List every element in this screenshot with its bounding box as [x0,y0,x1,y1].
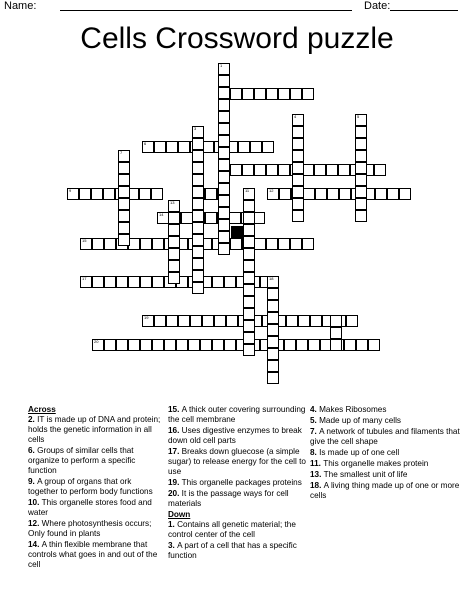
grid-cell[interactable] [118,222,130,234]
grid-cell[interactable] [168,248,180,260]
clue-number: 15 [82,238,87,243]
clue-text: Contains all genetic material; the control center of the cell [168,520,296,539]
grid-cell[interactable] [243,200,255,212]
clues-column-1 [28,405,162,571]
grid-cell[interactable] [192,258,204,270]
grid-cell[interactable] [338,164,350,176]
clue-number: 19 [144,315,149,320]
grid-cell[interactable] [192,210,204,222]
clue-number: 13. [310,470,324,479]
grid-cell[interactable] [166,141,178,153]
page-title: Cells Crossword puzzle [80,22,394,55]
clue-text: This organelle stores food and water [28,498,152,517]
grid-cell[interactable] [303,188,315,200]
grid-cell[interactable] [218,135,230,147]
grid-cell[interactable] [192,282,204,294]
grid-cell[interactable] [168,236,180,248]
clue-number: 12. [28,519,42,528]
grid-cell[interactable] [218,243,230,255]
clue-number: 17. [168,447,182,456]
clue-number: 20 [94,339,99,344]
clues-column-3 [310,405,460,502]
grid-cell[interactable] [104,238,116,250]
grid-cell[interactable] [243,284,255,296]
grid-cell[interactable] [243,224,255,236]
grid-cell[interactable] [243,248,255,260]
grid-cell[interactable] [278,164,290,176]
grid-cell[interactable] [218,195,230,207]
clue-item [310,459,460,469]
grid-cell[interactable] [375,188,387,200]
grid-cell[interactable] [355,186,367,198]
grid-cell[interactable] [290,238,302,250]
grid-cell[interactable] [284,339,296,351]
grid-cell[interactable] [243,332,255,344]
clue-text: Uses digestive enzymes to break down old cell parts [168,426,302,445]
clue-number: 3. [168,541,178,550]
clue-item [168,489,308,509]
grid-cell[interactable] [374,164,386,176]
clue-item [310,448,460,458]
grid-cell[interactable] [292,162,304,174]
grid-cell[interactable] [243,308,255,320]
clue-number: 9. [28,477,38,486]
grid-cell[interactable] [164,339,176,351]
grid-cell[interactable] [176,339,188,351]
grid-cell[interactable] [243,296,255,308]
grid-cell[interactable] [151,188,163,200]
grid-cell[interactable] [290,88,302,100]
grid-cell[interactable] [168,272,180,284]
grid-cell[interactable] [310,315,322,327]
clue-item [168,405,308,425]
grid-cell[interactable] [243,236,255,248]
grid-cell[interactable] [330,315,342,327]
grid-cell[interactable] [368,339,380,351]
grid-cell[interactable] [91,188,103,200]
grid-cell[interactable] [205,212,217,224]
grid-cell[interactable] [242,88,254,100]
grid-cell[interactable] [262,141,274,153]
clue-text: Is made up of one cell [319,448,400,457]
clue-number: 5. [310,416,320,425]
clue-number: 8. [310,448,320,457]
grid-cell[interactable] [229,212,241,224]
grid-cell[interactable] [118,198,130,210]
name-label: Name: [4,0,37,12]
grid-cell[interactable] [308,339,320,351]
grid-cell[interactable] [92,339,104,351]
clue-text: A group of organs that ork together to perform body functions [28,477,153,496]
grid-cell[interactable] [92,276,104,288]
grid-cell[interactable] [205,188,217,200]
grid-cell[interactable] [296,339,308,351]
grid-cell[interactable] [218,207,230,219]
grid-cell[interactable] [128,339,140,351]
grid-cell[interactable] [178,315,190,327]
grid-cell[interactable] [168,212,180,224]
grid-cell[interactable] [118,174,130,186]
grid-cell[interactable] [355,138,367,150]
grid-cell[interactable] [387,188,399,200]
grid-cell[interactable] [118,210,130,222]
grid-cell[interactable] [212,339,224,351]
clue-number: 11. [310,459,324,468]
grid-cell[interactable] [104,276,116,288]
grid-cell[interactable] [399,188,411,200]
clue-text: Breaks down gluecose (a simple sugar) to release energy for the cell to use [168,447,306,476]
grid-cell[interactable] [292,126,304,138]
grid-cell[interactable] [116,276,128,288]
grid-cell[interactable] [178,141,190,153]
clue-text: Made up of many cells [319,416,402,425]
grid-cell[interactable] [190,315,202,327]
grid-cell[interactable] [254,164,266,176]
clue-number: 14. [28,540,42,549]
grid-cell[interactable] [267,312,279,324]
grid-cell[interactable] [118,150,130,162]
grid-cell[interactable] [218,159,230,171]
grid-cell[interactable] [355,150,367,162]
clue-item [28,477,162,497]
grid-cell[interactable] [218,147,230,159]
clue-text: Where photosynthesis occurs; Only found in plants [28,519,152,538]
grid-cell[interactable] [200,339,212,351]
clue-number: 20. [168,489,182,498]
grid-cell[interactable] [356,339,368,351]
grid-cell[interactable] [218,123,230,135]
grid-cell[interactable] [346,315,358,327]
grid-cell[interactable] [154,141,166,153]
clue-number: 15. [168,405,182,414]
grid-cell[interactable] [192,138,204,150]
grid-cell[interactable] [218,183,230,195]
clue-number: 19. [168,478,182,487]
clue-item [28,446,162,476]
grid-cell[interactable] [254,238,266,250]
clue-item [168,478,308,488]
clue-text: IT is made up of DNA and protein; holds the genetic information in all cells [28,415,161,444]
grid-cell[interactable] [298,315,310,327]
grid-cell[interactable] [92,238,104,250]
grid-cell[interactable] [230,164,242,176]
grid-cell[interactable] [266,88,278,100]
grid-cell[interactable] [224,339,236,351]
grid-cell[interactable] [192,126,204,138]
grid-cell[interactable] [218,63,230,75]
grid-cell[interactable] [267,372,279,384]
grid-cell[interactable] [142,141,154,153]
clue-text: Groups of similar cells that organize to perform a specific function [28,446,136,475]
grid-cell[interactable] [344,339,356,351]
grid-cell[interactable] [168,224,180,236]
grid-cell[interactable] [243,272,255,284]
grid-cell[interactable] [230,238,242,250]
grid-cell[interactable] [286,315,298,327]
clue-number: 12 [269,188,274,193]
grid-cell[interactable] [355,174,367,186]
grid-cell[interactable] [292,210,304,222]
grid-cell[interactable] [214,315,226,327]
grid-cell[interactable] [192,174,204,186]
clue-number: 16. [168,426,182,435]
grid-cell[interactable] [242,164,254,176]
clue-number: 4. [310,405,320,414]
grid-cell[interactable] [218,171,230,183]
clue-item [168,520,308,540]
clue-text: This organelle makes protein [323,459,429,468]
grid-cell[interactable] [80,276,92,288]
clue-number: 14 [159,212,164,217]
grid-cell[interactable] [267,300,279,312]
grid-cell[interactable] [279,188,291,200]
grid-cell[interactable] [278,88,290,100]
clue-number: 10. [28,498,42,507]
grid-cell[interactable] [188,339,200,351]
clue-number: 17 [82,276,87,281]
grid-cell[interactable] [192,234,204,246]
grid-cell[interactable] [116,339,128,351]
grid-cell[interactable] [327,188,339,200]
grid-cell[interactable] [267,288,279,300]
grid-cell[interactable] [355,162,367,174]
grid-cell[interactable] [339,188,351,200]
grid-cell[interactable] [314,164,326,176]
clue-number: 6. [28,446,38,455]
grid-cell[interactable] [292,114,304,126]
grid-cell[interactable] [267,348,279,360]
grid-cell[interactable] [152,238,164,250]
grid-cell[interactable] [168,200,180,212]
grid-cell[interactable] [267,336,279,348]
grid-cell[interactable] [355,114,367,126]
grid-cell[interactable] [142,315,154,327]
clue-item [168,447,308,477]
grid-cell[interactable] [103,188,115,200]
grid-cell[interactable] [154,315,166,327]
grid-cell[interactable] [266,238,278,250]
grid-cell[interactable] [267,360,279,372]
grid-cell[interactable] [238,141,250,153]
clue-text: Makes Ribosomes [319,405,387,414]
clue-text: A part of a cell that has a specific function [168,541,297,560]
grid-cell[interactable] [355,198,367,210]
clue-text: A network of tubules and filaments that give the cell shape [310,427,460,446]
clue-number: 3 [194,126,197,131]
clue-text: A living thing made up of one or more cells [310,481,460,500]
grid-cell[interactable] [243,320,255,332]
grid-cell[interactable] [192,222,204,234]
grid-cell[interactable] [292,150,304,162]
clues-column-2 [168,405,308,562]
grid-cell[interactable] [355,126,367,138]
grid-cell[interactable] [166,315,178,327]
grid-cell[interactable] [226,315,238,327]
grid-cell[interactable] [192,246,204,258]
grid-cell[interactable] [243,188,255,200]
grid-cell[interactable] [330,327,342,339]
clue-item [168,541,308,561]
down-heading: Down [168,510,191,519]
clue-item [28,498,162,518]
grid-cell[interactable] [315,188,327,200]
grid-cell[interactable] [243,260,255,272]
grid-cell[interactable] [218,75,230,87]
clue-number: 13 [170,200,175,205]
clue-text: The smallest unit of life [323,470,408,479]
grid-cell[interactable] [192,162,204,174]
grid-cell[interactable] [118,234,130,246]
grid-cell[interactable] [266,164,278,176]
date-label: Date: [364,0,391,12]
grid-cell[interactable] [292,198,304,210]
grid-cell[interactable] [218,99,230,111]
clue-number: 5 [357,114,360,119]
grid-cell[interactable] [212,276,224,288]
clue-text: A thin flexible membrane that controls what goes in and out of the cell [28,540,158,569]
grid-cell[interactable] [243,344,255,356]
clue-item [28,519,162,539]
grid-cell[interactable] [302,88,314,100]
grid-cell[interactable] [218,87,230,99]
clue-number: 2. [28,415,38,424]
grid-cell[interactable] [254,88,266,100]
clue-number: 4 [294,114,297,119]
grid-cell[interactable] [218,111,230,123]
grid-cell[interactable] [152,276,164,288]
clue-item [310,481,460,501]
grid-cell[interactable] [139,188,151,200]
grid-cell[interactable] [168,260,180,272]
black-square [231,226,243,238]
grid-cell[interactable] [192,186,204,198]
grid-cell[interactable] [302,238,314,250]
clue-text: A thick outer covering surrounding the cell membrane [168,405,306,424]
grid-cell[interactable] [355,210,367,222]
clue-item [310,416,460,426]
grid-cell[interactable] [152,339,164,351]
grid-cell[interactable] [218,219,230,231]
grid-cell[interactable] [118,162,130,174]
grid-cell[interactable] [292,186,304,198]
clue-item [28,415,162,445]
grid-cell[interactable] [192,270,204,282]
grid-cell[interactable] [326,164,338,176]
clue-number: 7 [120,150,123,155]
grid-cell[interactable] [292,138,304,150]
grid-cell[interactable] [104,339,116,351]
clue-text: It is the passage ways for cell materials [168,489,289,508]
grid-cell[interactable] [140,339,152,351]
grid-cell[interactable] [267,276,279,288]
clue-item [28,540,162,570]
grid-cell[interactable] [230,88,242,100]
grid-cell[interactable] [80,238,92,250]
grid-cell[interactable] [202,315,214,327]
clue-number: 6 [144,141,147,146]
clue-number: 11 [245,188,250,193]
grid-cell[interactable] [250,141,262,153]
across-heading: Across [28,405,56,414]
clue-item [310,405,460,415]
grid-cell[interactable] [278,238,290,250]
clue-number: 1. [168,520,178,529]
grid-cell[interactable] [128,276,140,288]
grid-cell[interactable] [67,188,79,200]
clue-number: 9 [69,188,72,193]
grid-cell[interactable] [192,150,204,162]
clue-number: 7. [310,427,320,436]
grid-cell[interactable] [267,188,279,200]
grid-cell[interactable] [118,186,130,198]
grid-cell[interactable] [140,238,152,250]
grid-cell[interactable] [243,212,255,224]
grid-cell[interactable] [292,174,304,186]
clue-item [310,470,460,480]
grid-cell[interactable] [330,339,342,351]
grid-cell[interactable] [140,276,152,288]
clue-text: This organelle packages proteins [181,478,302,487]
grid-cell[interactable] [192,198,204,210]
grid-cell[interactable] [79,188,91,200]
clue-item [168,426,308,446]
grid-cell[interactable] [218,231,230,243]
clue-number: 1 [220,63,223,68]
grid-cell[interactable] [267,324,279,336]
clue-number: 18. [310,481,324,490]
clue-number: 18 [269,276,274,281]
grid-cell[interactable] [224,276,236,288]
clue-item [310,427,460,447]
